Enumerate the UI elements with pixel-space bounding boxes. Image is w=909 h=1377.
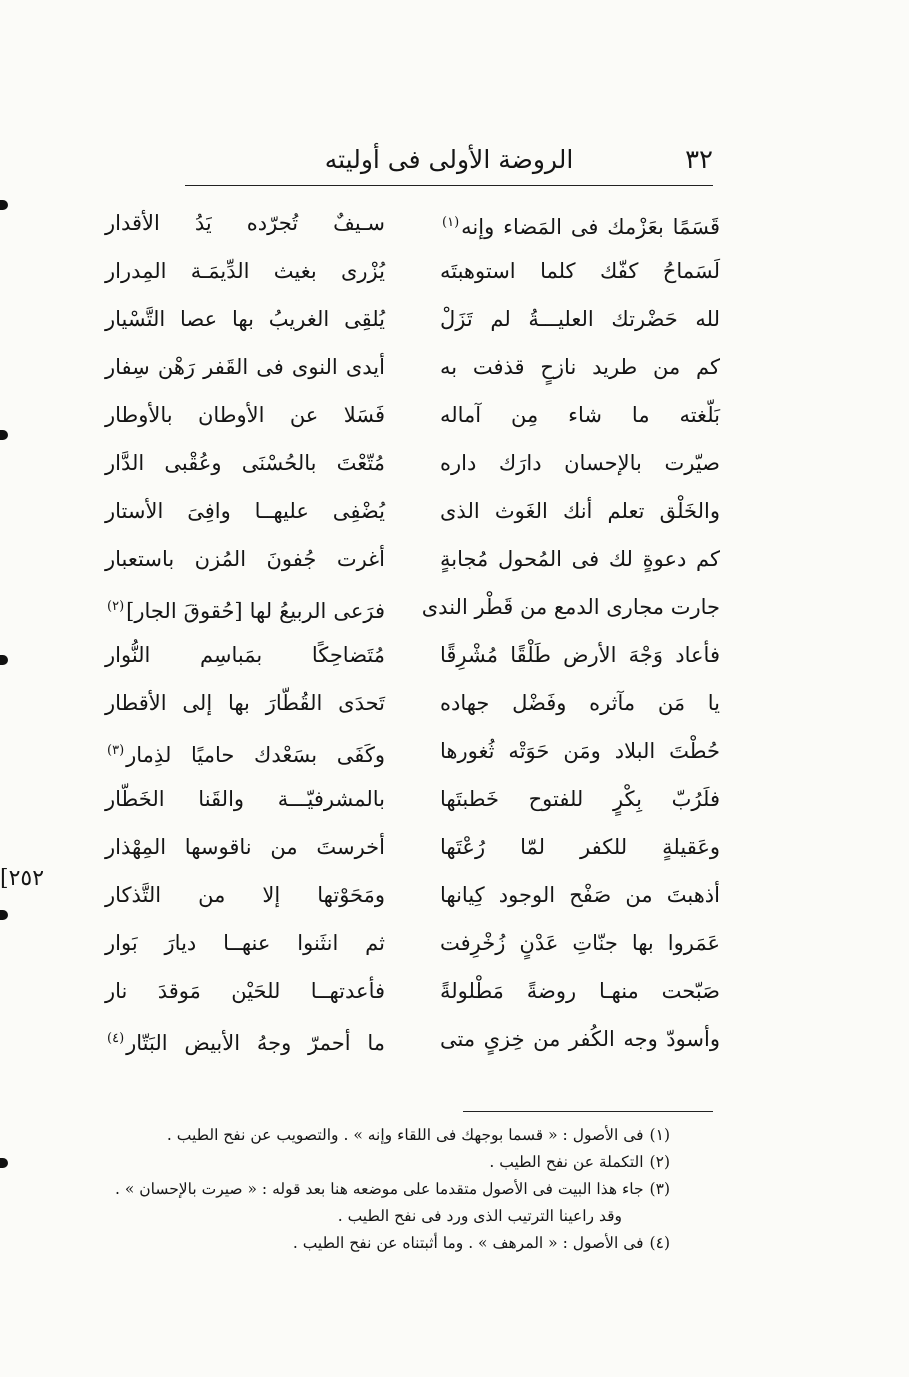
hemistich-text: قَسَمًا بعَزْمك فى المَضاء وإنه [461, 215, 720, 239]
footnote-text: جاء هذا البيت فى الأصول متقدما على موضعه هنا بعد قوله : « صيرت بالإحسان » . [115, 1180, 644, 1198]
header-divider [185, 185, 713, 186]
second-hemistich [105, 494, 385, 528]
verse [60, 584, 720, 632]
footnote-number: (٤) [649, 1234, 670, 1252]
hemistich-text: يُزْرى بغيث الدِّيمَـة المِدرار [105, 259, 385, 283]
second-hemistich [105, 1022, 385, 1060]
hemistich-text: يُضْفِى عليهــا وافِىَ الأستار [105, 499, 385, 523]
hemistich-text: أيدى النوى فى القَفر رَهْن سِفار [105, 355, 385, 379]
second-hemistich [105, 206, 385, 240]
second-hemistich [105, 590, 385, 628]
footnote-text: وقد راعينا الترتيب الذى ورد فى نفح الطيب . [337, 1207, 622, 1225]
second-hemistich [105, 398, 385, 432]
hemistich-text: ما أحمرّ وجهُ الأبيض البَتّار [126, 1031, 385, 1055]
hemistich-text: تَحدَى القُطّارَ بها إلى الأقطار [105, 691, 385, 715]
edge-mark [0, 655, 8, 665]
first-hemistich [440, 206, 720, 244]
verse [60, 872, 720, 920]
second-hemistich [105, 446, 385, 480]
second-hemistich [105, 782, 385, 816]
footnote [80, 1122, 670, 1149]
verse [60, 536, 720, 584]
hemistich-text: يا مَن مآثره وفَضْل جهاده [440, 691, 720, 715]
verse [60, 968, 720, 1016]
hemistich-text: لله حَضْرتك العليـــةُ لم تَزَلْ [440, 307, 720, 331]
hemistich-text: يُلقِى الغريبُ بها عصا التَّسْيار [105, 307, 385, 331]
footnote-divider [463, 1111, 713, 1112]
hemistich-text: فرَعى الربيعُ لها [حُقوقَ الجار] [126, 599, 385, 623]
verse [60, 1016, 720, 1064]
hemistich-text: وأسودّ وجه الكُفر من خِزىٍ متى [440, 1027, 720, 1051]
footnote [80, 1230, 670, 1257]
hemistich-text: أخرستَ من ناقوسها المِهْذار [105, 835, 385, 859]
second-hemistich [105, 302, 385, 336]
hemistich-text: فلَرُبّ بِكْرٍ للفتوح خَطبتَها [440, 787, 720, 811]
footnote-text: فى الأصول : « المرهف » . وما أثبتناه عن نفح الطيب . [292, 1234, 644, 1252]
page-header [185, 142, 713, 182]
first-hemistich [440, 350, 720, 384]
hemistich-text: وكَفَى بسَعْدك حاميًا لذِمار [126, 743, 385, 767]
hemistich-text: بالمشرفيّـــة والقَنا الخَطّار [105, 787, 385, 811]
hemistich-text: مُتّعْتَ بالحُسْنَى وعُقْبى الدَّار [105, 451, 385, 475]
second-hemistich [105, 350, 385, 384]
verse [60, 200, 720, 248]
hemistich-text: وعَقيلةٍ للكفر لمّا رُعْتَها [440, 835, 720, 859]
footnote [80, 1203, 670, 1230]
footnote-number: (١) [649, 1126, 670, 1144]
hemistich-text: صَبّحت منهـا روضةً مَطْلولةً [440, 979, 720, 1003]
hemistich-text: ومَحَوْتها إلا من التَّذكار [105, 883, 385, 907]
first-hemistich [440, 782, 720, 816]
first-hemistich [440, 398, 720, 432]
margin-reference: [٢٥٢ [0, 866, 45, 891]
first-hemistich [440, 302, 720, 336]
first-hemistich [440, 1022, 720, 1056]
footnote-text: التكملة عن نفح الطيب . [489, 1153, 644, 1171]
verse [60, 824, 720, 872]
first-hemistich [440, 254, 720, 288]
edge-mark [0, 200, 8, 210]
first-hemistich [440, 686, 720, 720]
first-hemistich [440, 494, 720, 528]
second-hemistich [105, 686, 385, 720]
verse [60, 248, 720, 296]
first-hemistich [440, 926, 720, 960]
first-hemistich [440, 830, 720, 864]
footnote-reference: (٤) [107, 1031, 125, 1046]
hemistich-text: حُطْتَ البلاد ومَن حَوَتْه ثُغورها [440, 739, 720, 763]
poem [60, 200, 720, 1064]
verse [60, 920, 720, 968]
hemistich-text: فأعدتهــا للحَيْن مَوقدَ نار [105, 979, 385, 1003]
hemistich-text: أغرت جُفونَ المُزن باستعبار [105, 547, 385, 571]
footnote-reference: (١) [442, 215, 460, 230]
second-hemistich [105, 638, 385, 672]
verse [60, 632, 720, 680]
hemistich-text: كم من طريد نازحٍ قذفت به [440, 355, 720, 379]
second-hemistich [105, 734, 385, 772]
footnote-number: (٢) [649, 1153, 670, 1171]
edge-mark [0, 910, 8, 920]
footnote [80, 1176, 670, 1203]
hemistich-text: مُتَضاحِكًا بمَباسِم النُّوار [105, 643, 385, 667]
hemistich-text: جارت مجارى الدمع من قَطْر الندى [421, 595, 720, 619]
second-hemistich [105, 542, 385, 576]
footnotes [80, 1122, 670, 1257]
verse [60, 488, 720, 536]
first-hemistich [440, 542, 720, 576]
hemistich-text: فأعاد وَجْهَ الأرض طَلْقًا مُشْرِقًا [440, 643, 720, 667]
edge-mark [0, 1158, 8, 1168]
running-head: الروضة الأولى فى أوليته [324, 145, 574, 174]
page-number: ٣٢ [685, 145, 713, 175]
hemistich-text: أذهبتَ من صَفْح الوجود كِيانها [440, 883, 720, 907]
second-hemistich [105, 878, 385, 912]
hemistich-text: لَسَماحُ كفّك كلما استوهبتَه [440, 259, 720, 283]
footnote-reference: (٢) [107, 599, 125, 614]
footnote-reference: (٣) [107, 743, 125, 758]
hemistich-text: عَمَروا بها جنّاتِ عَدْنٍ زُخْرِفت [440, 931, 720, 955]
hemistich-text: ثم انثَنوا عنهــا ديارَ بَوار [105, 931, 385, 955]
verse [60, 440, 720, 488]
hemistich-text: سـيفٌ تُجرّده يَدُ الأقدار [105, 211, 385, 235]
hemistich-text: كم دعوةٍ لك فى المُحول مُجابةٍ [440, 547, 720, 571]
second-hemistich [105, 926, 385, 960]
second-hemistich [105, 830, 385, 864]
verse [60, 296, 720, 344]
verse [60, 680, 720, 728]
first-hemistich [421, 590, 720, 624]
first-hemistich [440, 734, 720, 768]
second-hemistich [105, 254, 385, 288]
hemistich-text: بَلّغته ما شاء مِن آماله [440, 403, 720, 427]
first-hemistich [440, 878, 720, 912]
second-hemistich [105, 974, 385, 1008]
first-hemistich [440, 638, 720, 672]
first-hemistich [440, 446, 720, 480]
footnote-number: (٣) [649, 1180, 670, 1198]
verse [60, 392, 720, 440]
verse [60, 776, 720, 824]
first-hemistich [440, 974, 720, 1008]
footnote [80, 1149, 670, 1176]
hemistich-text: فَسَلا عن الأوطان بالأوطار [105, 403, 385, 427]
hemistich-text: صيّرت بالإحسان دارَك داره [440, 451, 720, 475]
footnote-text: فى الأصول : « قسما بوجهك فى اللقاء وإنه » . والتصويب عن نفح الطيب . [166, 1126, 644, 1144]
verse [60, 728, 720, 776]
verse [60, 344, 720, 392]
hemistich-text: والخَلْق تعلم أنك الغَوث الذى [440, 499, 720, 523]
edge-mark [0, 430, 8, 440]
